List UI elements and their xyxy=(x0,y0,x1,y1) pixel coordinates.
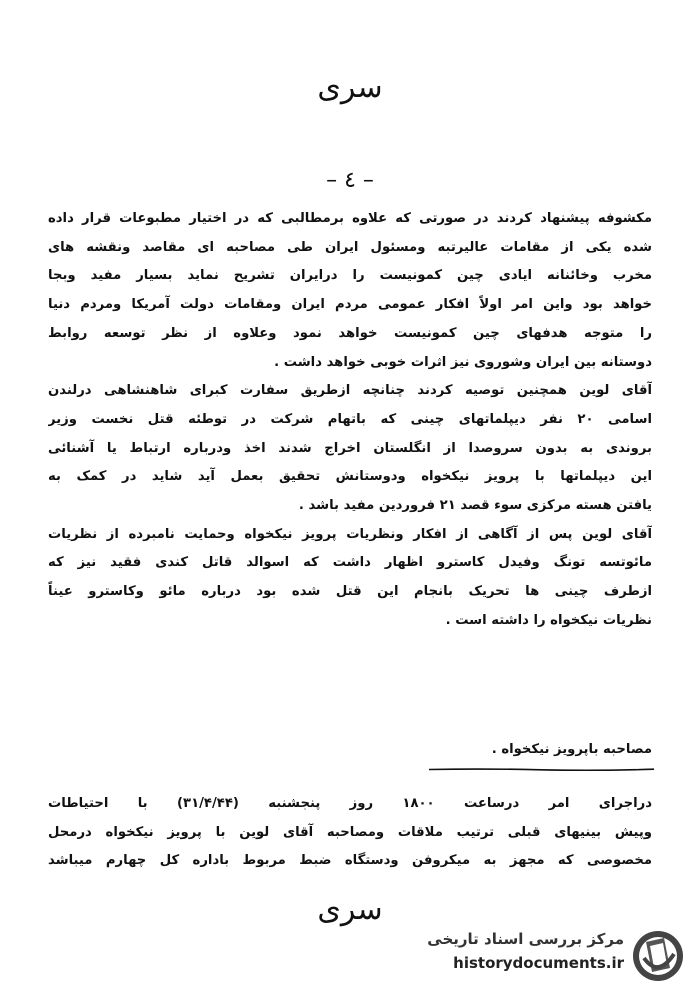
text-line: خواهد بود واین امر اولاً افکار عمومی مردم ایران ومقامات دولت آمریکا ومردم دنیا xyxy=(48,297,652,313)
text-line: مائوتسه تونگ وفیدل کاسترو اظهار داشت که اسوالد قاتل کندی فقید نیز که xyxy=(48,555,652,571)
archive-watermark xyxy=(416,928,686,984)
text-line: اسامی ۲۰ نفر دیپلماتهای چینی که باتهام شرکت در توطئه قتل نخست وزیر xyxy=(48,411,652,427)
text-line: شده یکی از مقامات عالیرتبه ومسئول ایران طی مصاحبه ای مقاصد ونقشه های xyxy=(48,239,652,255)
text-line: مخصوصی که مجهز به میکروفن ودستگاه ضبط مربوط باداره کل چهارم میباشد xyxy=(48,853,652,869)
text-line: دوستانه بین ایران وشوروی نیز اثرات خوبی خواهد داشت . xyxy=(274,354,652,370)
text-line: این دیپلماتها با پرویز نیکخواه ودوستانش تحقیق بعمل آید شاید در کمک به xyxy=(48,469,652,485)
footer-classification: سری xyxy=(317,892,383,927)
page-number: – ٤ – xyxy=(326,168,374,193)
historydocuments-logo-icon xyxy=(630,928,686,984)
header-classification: سری xyxy=(317,70,383,105)
watermark-text-en: historydocuments.ir xyxy=(453,954,624,972)
text-line: را متوجه هدفهای چین کمونیست خواهد نمود وعلاوه از نظر توسعه روابط xyxy=(48,325,652,341)
text-line: آقای لوین پس از آگاهی از افکار ونظریات پرویز نیکخواه وحمایت نامبرده از نظریات xyxy=(48,526,652,542)
text-line: آقای لوین همچنین توصیه کردند چنانچه ازطریق سفارت کبرای شاهنشاهی درلندن xyxy=(48,383,652,399)
text-line: مکشوفه پیشنهاد کردند در صورتی که علاوه برمطالبی که در اختیار مطبوعات قرار داده xyxy=(48,211,652,226)
body-text xyxy=(48,205,652,636)
section-subheading: مصاحبه باپرویز نیکخواه . xyxy=(491,742,652,757)
subheading-underline xyxy=(429,768,654,771)
text-line: دراجرای امر درساعت ۱۸۰۰ روز پنجشنبه (۳۱/۴/۴۴) با احتیاطات xyxy=(48,796,652,811)
body-text-continued xyxy=(48,790,652,876)
watermark-text-fa: مرکز بررسی اسناد تاریخی xyxy=(427,930,624,948)
text-line: یافتن هسته مرکزی سوء قصد ۲۱ فروردین مفید باشد . xyxy=(298,498,652,514)
text-line: بروندی به بدون سروصدا از انگلستان اخراج شدند اخذ ودرباره ارتباط یا آشنائی xyxy=(48,440,652,456)
text-line: مخرب وخائنانه ایادی چین کمونیست را درایران تشریح نماید بسیار مفید وبجا xyxy=(48,268,652,284)
text-line: ازطرف چینی ها تحریک بانجام این قتل شده بود درباره مائو وکاسترو عیناً xyxy=(48,584,652,600)
text-line: نظریات نیکخواه را داشته است . xyxy=(445,612,652,628)
text-line: وپیش بینیهای قبلی ترتیب ملاقات ومصاحبه آقای لوین با پرویز نیکخواه درمحل xyxy=(48,824,652,840)
